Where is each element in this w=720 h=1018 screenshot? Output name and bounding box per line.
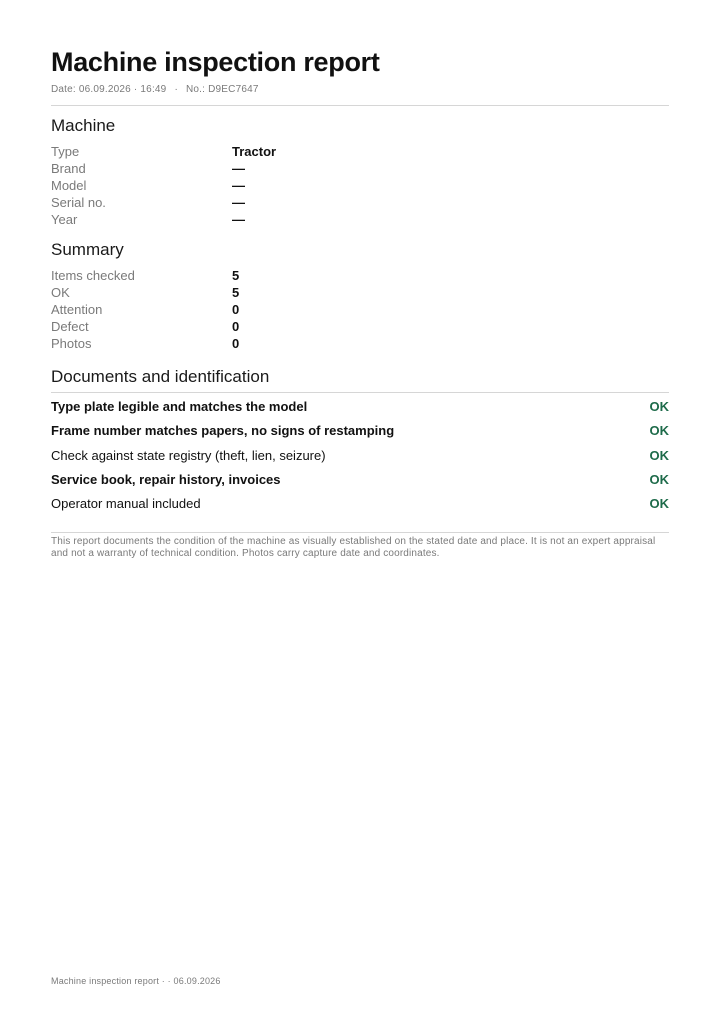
machine-row-type	[51, 143, 669, 160]
page-footer: Machine inspection report · · 06.09.2026	[51, 976, 221, 986]
machine-label: Brand	[51, 161, 86, 176]
summary-row-defect	[51, 318, 669, 335]
check-item-text: Frame number matches papers, no signs of restamping	[51, 423, 395, 439]
check-item	[51, 446, 669, 470]
summary-value: 0	[232, 336, 240, 351]
machine-value: —	[232, 195, 245, 210]
machine-label: Year	[51, 212, 78, 227]
summary-label: OK	[51, 285, 70, 300]
machine-section-title: Machine	[51, 116, 116, 135]
machine-row-brand	[51, 160, 669, 177]
report-number: No.: D9EC7647	[185, 84, 259, 95]
summary-value: 0	[232, 302, 240, 317]
disclaimer-divider	[51, 532, 669, 533]
documents-section-title: Documents and identification	[51, 367, 270, 386]
summary-label: Items checked	[51, 268, 135, 283]
machine-label: Model	[51, 178, 87, 193]
summary-row-photos	[51, 335, 669, 352]
report-date: Date: 06.09.2026 · 16:49	[51, 84, 167, 95]
machine-value: —	[232, 212, 245, 227]
check-item	[51, 397, 669, 421]
machine-value: Tractor	[232, 144, 277, 159]
check-item	[51, 421, 669, 445]
summary-row-items-checked	[51, 267, 669, 284]
check-status-badge: OK	[649, 471, 669, 487]
summary-section-title: Summary	[51, 240, 124, 259]
check-status-badge: OK	[649, 496, 669, 512]
check-item	[51, 470, 669, 494]
documents-checklist	[51, 397, 669, 518]
meta-separator: ·	[174, 84, 178, 95]
summary-value: 0	[232, 319, 240, 334]
check-item-text: Check against state registry (theft, lien, seizure)	[51, 447, 326, 463]
summary-details	[51, 267, 669, 352]
summary-value: 5	[232, 268, 240, 283]
check-item-text: Operator manual included	[51, 496, 201, 512]
summary-label: Attention	[51, 302, 103, 317]
summary-row-ok	[51, 284, 669, 301]
summary-value: 5	[232, 285, 240, 300]
summary-label: Defect	[51, 319, 89, 334]
machine-row-year	[51, 211, 669, 228]
check-item-text: Type plate legible and matches the model	[51, 399, 308, 414]
report-meta	[51, 84, 259, 95]
machine-label: Serial no.	[51, 195, 106, 210]
check-status-badge: OK	[649, 399, 669, 414]
check-status-badge: OK	[649, 447, 669, 463]
check-item-text: Service book, repair history, invoices	[51, 471, 281, 487]
machine-value: —	[232, 161, 245, 176]
machine-label: Type	[51, 144, 80, 159]
machine-value: —	[232, 178, 245, 193]
check-status-badge: OK	[649, 423, 669, 439]
report-title: Machine inspection report	[51, 47, 380, 77]
disclaimer-text: This report documents the condition of the machine as visually established on the stated date and place. It is not an expert appraisal and not a warranty of technical condition. Photos carry capture date and coordinates.	[51, 536, 656, 559]
machine-row-serial	[51, 194, 669, 211]
check-item	[51, 494, 669, 518]
documents-divider	[51, 392, 669, 393]
machine-details	[51, 143, 669, 228]
summary-row-attention	[51, 301, 669, 318]
header-divider	[51, 105, 669, 106]
machine-row-model	[51, 177, 669, 194]
summary-label: Photos	[51, 336, 92, 351]
